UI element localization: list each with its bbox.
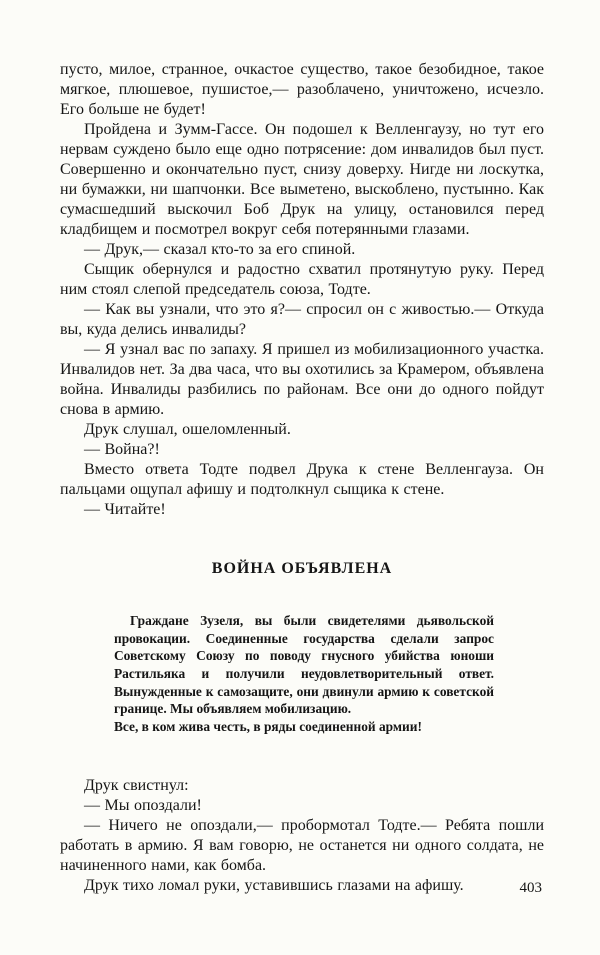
dialogue-line: — Ничего не опоздали,— пробормотал Тодте.— Ребята пошли работать в армию. Я вам говорю, не останется ни одного солдата, не начиненного нами, как бомба. <box>60 816 544 874</box>
page-number: 403 <box>519 880 542 896</box>
dialogue-line: — Друк,— сказал кто-то за его спиной. <box>84 241 356 258</box>
paragraph: Друк тихо ломал руки, уставившись глазами на афишу. <box>84 876 464 894</box>
dialogue-line: — Читайте! <box>84 501 166 518</box>
section-heading: ВОЙНА ОБЪЯВЛЕНА <box>211 560 393 577</box>
dialogue-line: — Как вы узнали, что это я?— спросил он с живостью.— Откуда вы, куда делись инвалиды? <box>60 301 544 338</box>
poster-final-line: Все, в ком жива честь, в ряды соединенной армии! <box>114 719 422 735</box>
paragraph: Вместо ответа Тодте подвел Друка к стене Велленгауза. Он пальцами ощупал афишу и подтолкнул сыщика к стене. <box>60 461 544 498</box>
dialogue-line: — Война?! <box>84 441 160 458</box>
paragraph: пусто, милое, странное, очкастое существо, такое безобидное, такое мягкое, плюшевое, пушистое,— разоблачено, уничтожено, исчезло. Его больше не будет! <box>60 61 544 118</box>
dialogue-line: — Я узнал вас по запаху. Я пришел из мобилизационного участка. Инвалидов нет. За два часа, что вы охотились за Крамером, объявлена война. Инвалиды разбились по районам. Все они до одного пойдут снова в армию. <box>60 341 544 418</box>
page-text-block <box>60 60 544 896</box>
poster-paragraph: Граждане Зузеля, вы были свидетелями дьявольской провокации. Соединенные государства сделали запрос Советскому Союзу по поводу гнусного убийства юноши Растильяка и получили неудовлетворительный ответ. Вынужденные к самозащите, они двинули армию к советской границе. Мы объявляем мобилизацию. <box>114 613 494 717</box>
poster-block <box>114 612 494 736</box>
paragraph: Пройдена и Зумм-Гассе. Он подошел к Велленгаузу, но тут его нервам суждено было еще одно потрясение: дом инвалидов был пуст. Совершенно и окончательно пуст, снизу доверху. Нигде ни лоскутка, ни бумажки, ни шапчонки. Все выметено, выскоблено, пустынно. Как сумасшедший выскочил Боб Друк на улицу, остановился перед кладбищем и посмотрел вокруг себя потерянными глазами. <box>60 121 544 238</box>
paragraph: Сыщик обернулся и радостно схватил протянутую руку. Перед ним стоял слепой председатель союза, Тодте. <box>60 261 544 298</box>
dialogue-line: — Мы опоздали! <box>84 796 202 814</box>
paragraph: Друк свистнул: <box>84 776 189 794</box>
paragraph: Друк слушал, ошеломленный. <box>84 421 291 438</box>
